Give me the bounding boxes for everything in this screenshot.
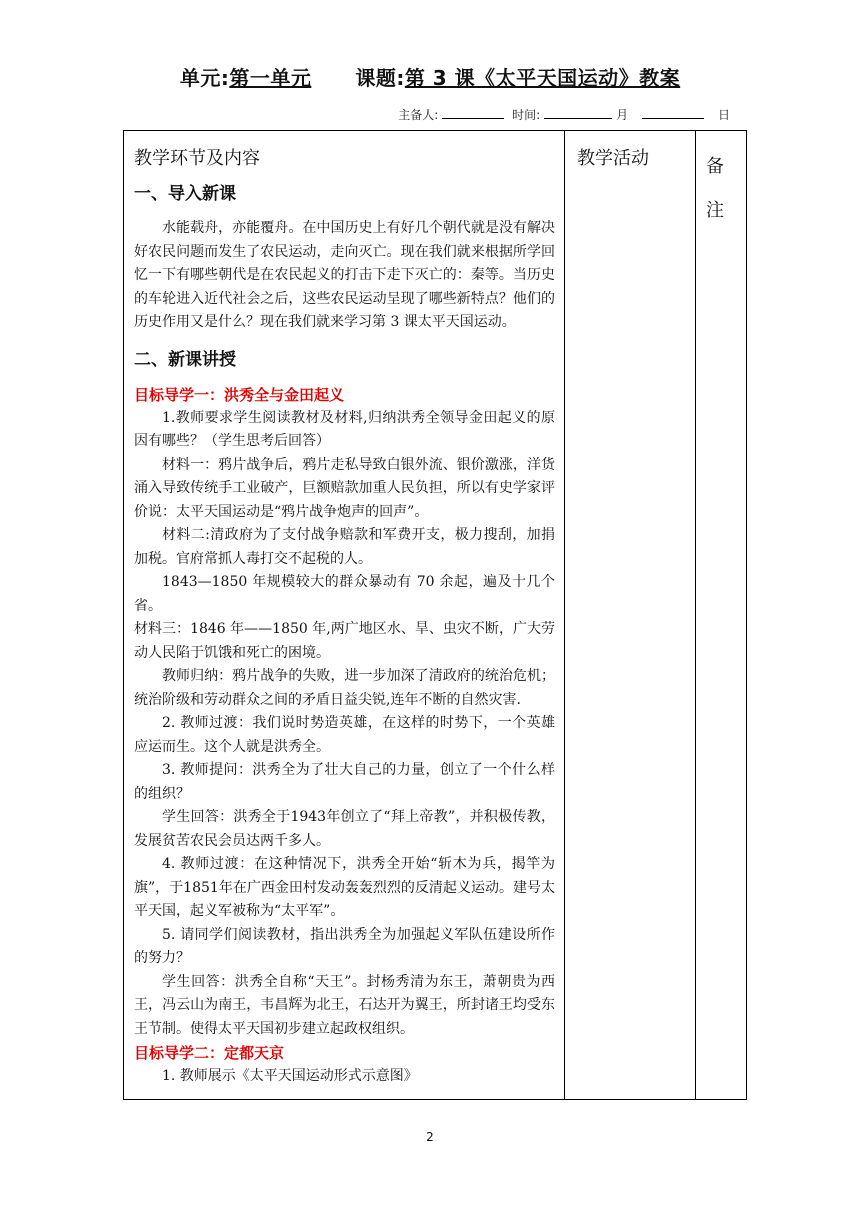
intro-title: 一、导入新课 xyxy=(134,184,236,204)
content-column xyxy=(124,131,565,1100)
paragraph-6: 1. 教师展示《太平天国运动形式示意图》 xyxy=(162,1068,418,1084)
meta-line xyxy=(398,106,730,123)
month-label: 月 xyxy=(616,108,629,122)
goal-2-heading: 目标导学二：定都天京 xyxy=(134,1044,285,1062)
remark-char-1: 备 xyxy=(706,156,724,177)
paragraph-4: 4. 教师过渡：在这种情况下，洪秀全开始“斩木为兵，揭竿为旗”，于1851年在广西金田村发动轰轰烈烈的反清起义运动。建号太平天国，起义军被称为“太平军”。 xyxy=(134,856,555,919)
content-column-header: 教学环节及内容 xyxy=(134,148,260,169)
statistic-paragraph: 1843—1850 年规模较大的群众暴动有 70 余起，遍及十几个省。 xyxy=(134,574,555,614)
student-answer-1: 学生回答：洪秀全于1943年创立了“拜上帝教”，并积极传教，发展贫苦农民会员达两千多人。 xyxy=(134,809,555,849)
lesson-table xyxy=(123,130,747,1100)
time-blank xyxy=(544,106,612,119)
student-answer-2: 学生回答：洪秀全自称“天王”。封杨秀清为东王，萧朝贵为西王，冯云山为南王，韦昌辉为北王，石达开为翼王，所封诸王均受东王节制。使得太平天国初步建立起政权组织。 xyxy=(134,973,555,1037)
unit-value: 第一单元 xyxy=(229,66,312,90)
remark-column-header xyxy=(696,131,746,233)
day-label: 日 xyxy=(717,108,730,122)
preparer-label: 主备人: xyxy=(398,108,439,122)
page-number: 2 xyxy=(426,1130,434,1144)
goal-1-heading: 目标导学一：洪秀全与金田起义 xyxy=(134,385,345,404)
topic-label: 课题: xyxy=(355,66,405,90)
material-2: 材料二:清政府为了支付战争赔款和军费开支，极力搜刮，加捐加税。官府常抓人毒打交不起税的人。 xyxy=(134,527,555,567)
teacher-summary: 教师归纳：鸦片战争的失败，进一步加深了清政府的统治危机；统治阶级和劳动群众之间的矛盾日益尖锐,连年不断的自然灾害. xyxy=(134,668,555,708)
activity-column-header: 教学活动 xyxy=(577,148,649,169)
remark-char-2: 注 xyxy=(706,200,724,221)
time-label: 时间: xyxy=(512,108,541,122)
material-1: 材料一：鸦片战争后，鸦片走私导致白银外流、银价激涨，洋货涌入导致传统手工业破产，巨额赔款加重人民负担，所以有史学家评价说：太平天国运动是“鸦片战争炮声的回声”。 xyxy=(134,456,555,520)
material-3: 材料三：1846 年——1850 年,两广地区水、旱、虫灾不断，广大劳动人民陷于饥饿和死亡的困境。 xyxy=(134,621,555,661)
paragraph-3: 3. 教师提问：洪秀全为了壮大自己的力量，创立了一个什么样的组织？ xyxy=(134,762,555,802)
paragraph-1: 1.教师要求学生阅读教材及材料,归纳洪秀全领导金田起义的原因有哪些？（学生思考后回答） xyxy=(134,409,555,449)
paragraph-5: 5. 请同学们阅读教材，指出洪秀全为加强起义军队伍建设所作的努力？ xyxy=(134,926,555,966)
paragraph-2: 2. 教师过渡：我们说时势造英雄，在这样的时势下，一个英雄应运而生。这个人就是洪秀全。 xyxy=(134,715,555,755)
new-lesson-title: 二、新课讲授 xyxy=(134,349,236,370)
topic-value: 第 3 课《太平天国运动》教案 xyxy=(404,66,681,90)
month-blank xyxy=(642,106,704,119)
intro-text: 水能载舟，亦能覆舟。在中国历史上有好几个朝代就是没有解决好农民问题而发生了农民运动，走向灭亡。现在我们就来根据所学回忆一下有哪些朝代是在农民起义的打击下走下灭亡的：秦等。当历史的车轮进入近代社会之后，这些农民运动呈现了哪些新特点？他们的历史作用又是什么？现在我们就来学习第 3 课太平天国运动。 xyxy=(134,220,555,330)
preparer-blank xyxy=(442,106,504,119)
document-title xyxy=(0,62,860,91)
remark-column xyxy=(696,131,747,1100)
unit-label: 单元: xyxy=(179,66,230,90)
activity-column xyxy=(565,131,696,1100)
